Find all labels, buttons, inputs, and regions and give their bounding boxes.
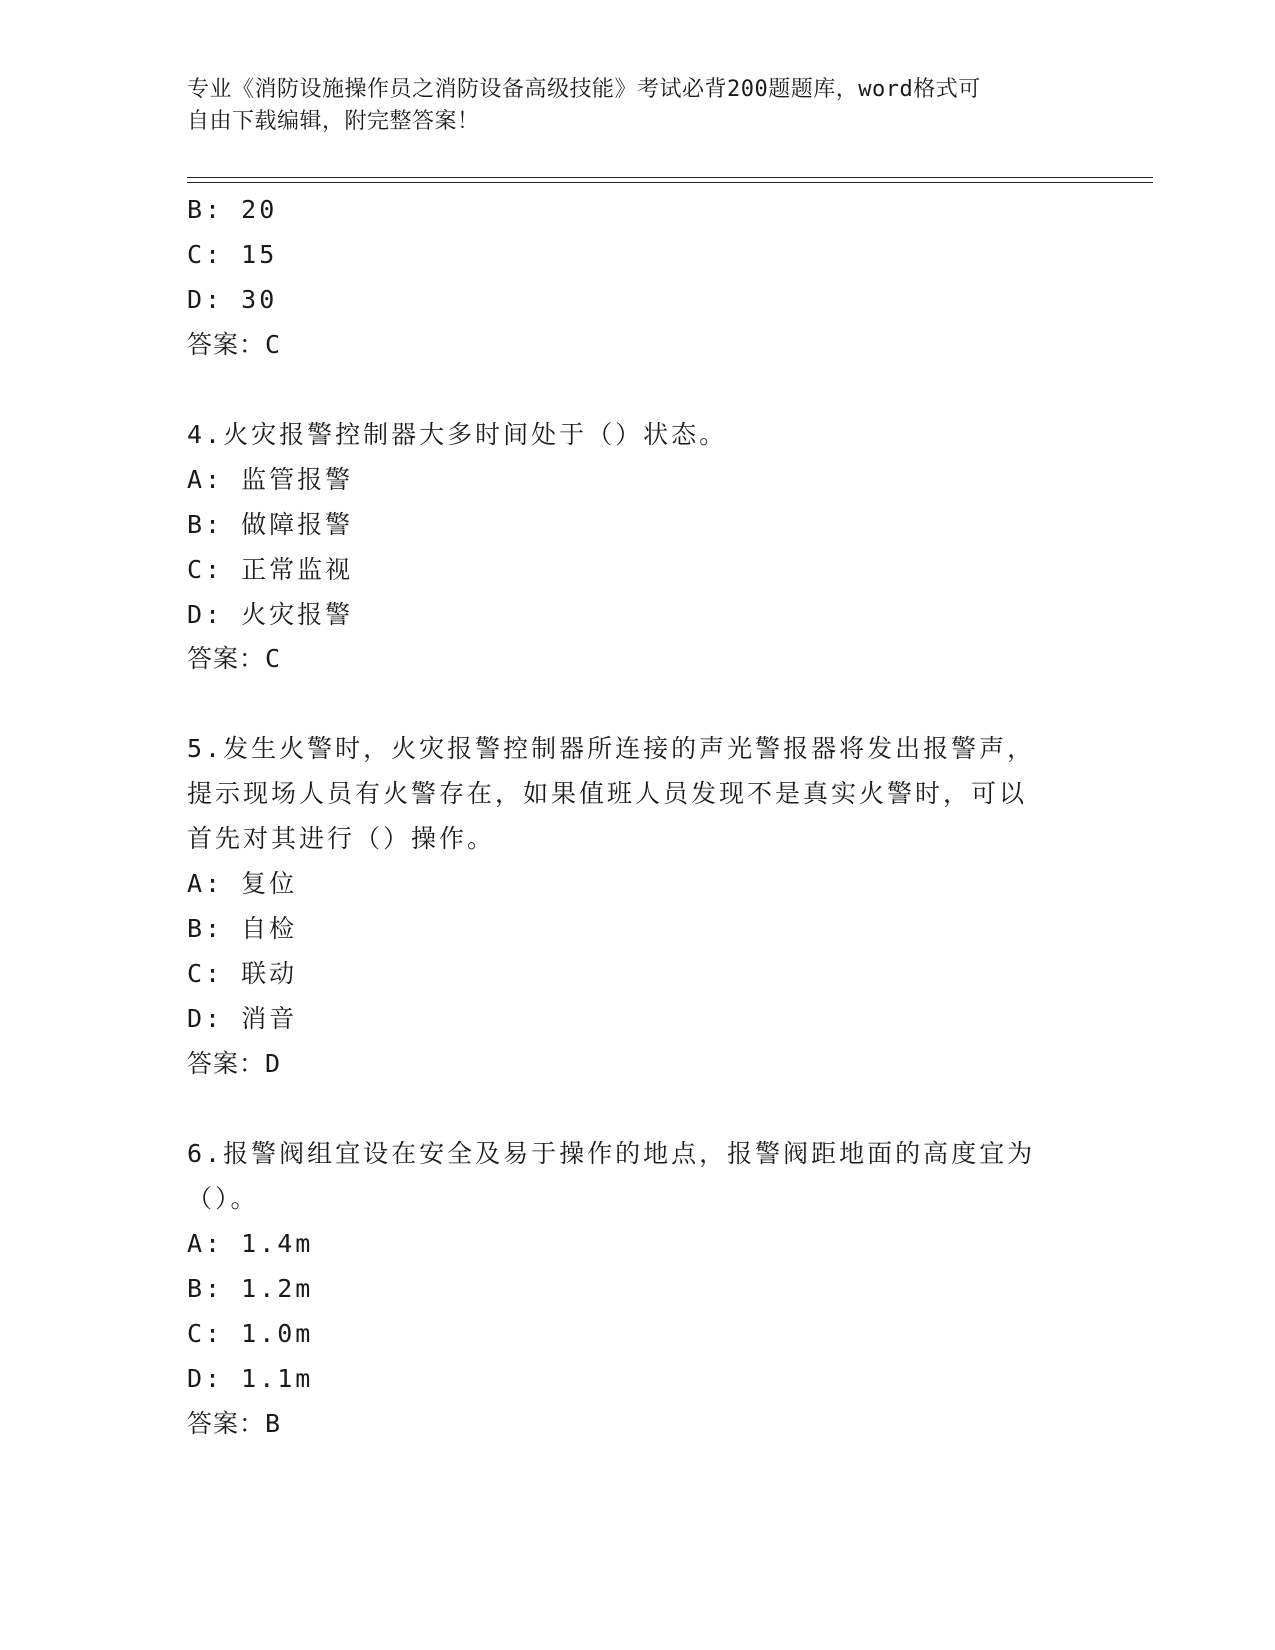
q5-option-d: D: 消音 [187, 1004, 298, 1033]
q4-option-b: B: 做障报警 [187, 510, 354, 539]
q5-question-line-3: 首先对其进行（）操作。 [187, 824, 496, 853]
q4-option-d: D: 火灾报警 [187, 600, 354, 629]
header-line-2: 自由下载编辑，附完整答案！ [187, 109, 480, 134]
q6-question-line-2: （）。 [187, 1184, 259, 1213]
q5-option-a: A: 复位 [187, 869, 298, 898]
q6-option-a: A: 1.4m [187, 1229, 314, 1258]
q4-answer: 答案：C [187, 644, 282, 673]
q6-question-line-1: 6.报警阀组宜设在安全及易于操作的地点，报警阀距地面的高度宜为 [187, 1139, 1036, 1168]
document-header [187, 74, 1087, 138]
q6-option-c: C: 1.0m [187, 1319, 314, 1348]
q4-question: 4.火灾报警控制器大多时间处于（）状态。 [187, 420, 728, 449]
q3-option-b: B: 20 [187, 195, 278, 224]
q6-option-d: D: 1.1m [187, 1364, 314, 1393]
q5-question-line-2: 提示现场人员有火警存在，如果值班人员发现不是真实火警时，可以 [187, 779, 1028, 808]
header-divider-top [187, 177, 1153, 178]
header-divider-bottom [187, 182, 1153, 183]
q4-option-c: C: 正常监视 [187, 555, 354, 584]
q6-option-b: B: 1.2m [187, 1274, 314, 1303]
q5-option-b: B: 自检 [187, 914, 298, 943]
header-line-1: 专业《消防设施操作员之消防设备高级技能》考试必背200题题库，word格式可 [187, 77, 981, 102]
q6-answer: 答案：B [187, 1409, 282, 1438]
q5-option-c: C: 联动 [187, 959, 298, 988]
q3-option-c: C: 15 [187, 240, 278, 269]
q4-option-a: A: 监管报警 [187, 465, 354, 494]
q3-option-d: D: 30 [187, 285, 278, 314]
q5-answer: 答案：D [187, 1049, 282, 1078]
q5-question-line-1: 5.发生火警时，火灾报警控制器所连接的声光警报器将发出报警声， [187, 734, 1036, 763]
q3-answer: 答案：C [187, 330, 282, 359]
